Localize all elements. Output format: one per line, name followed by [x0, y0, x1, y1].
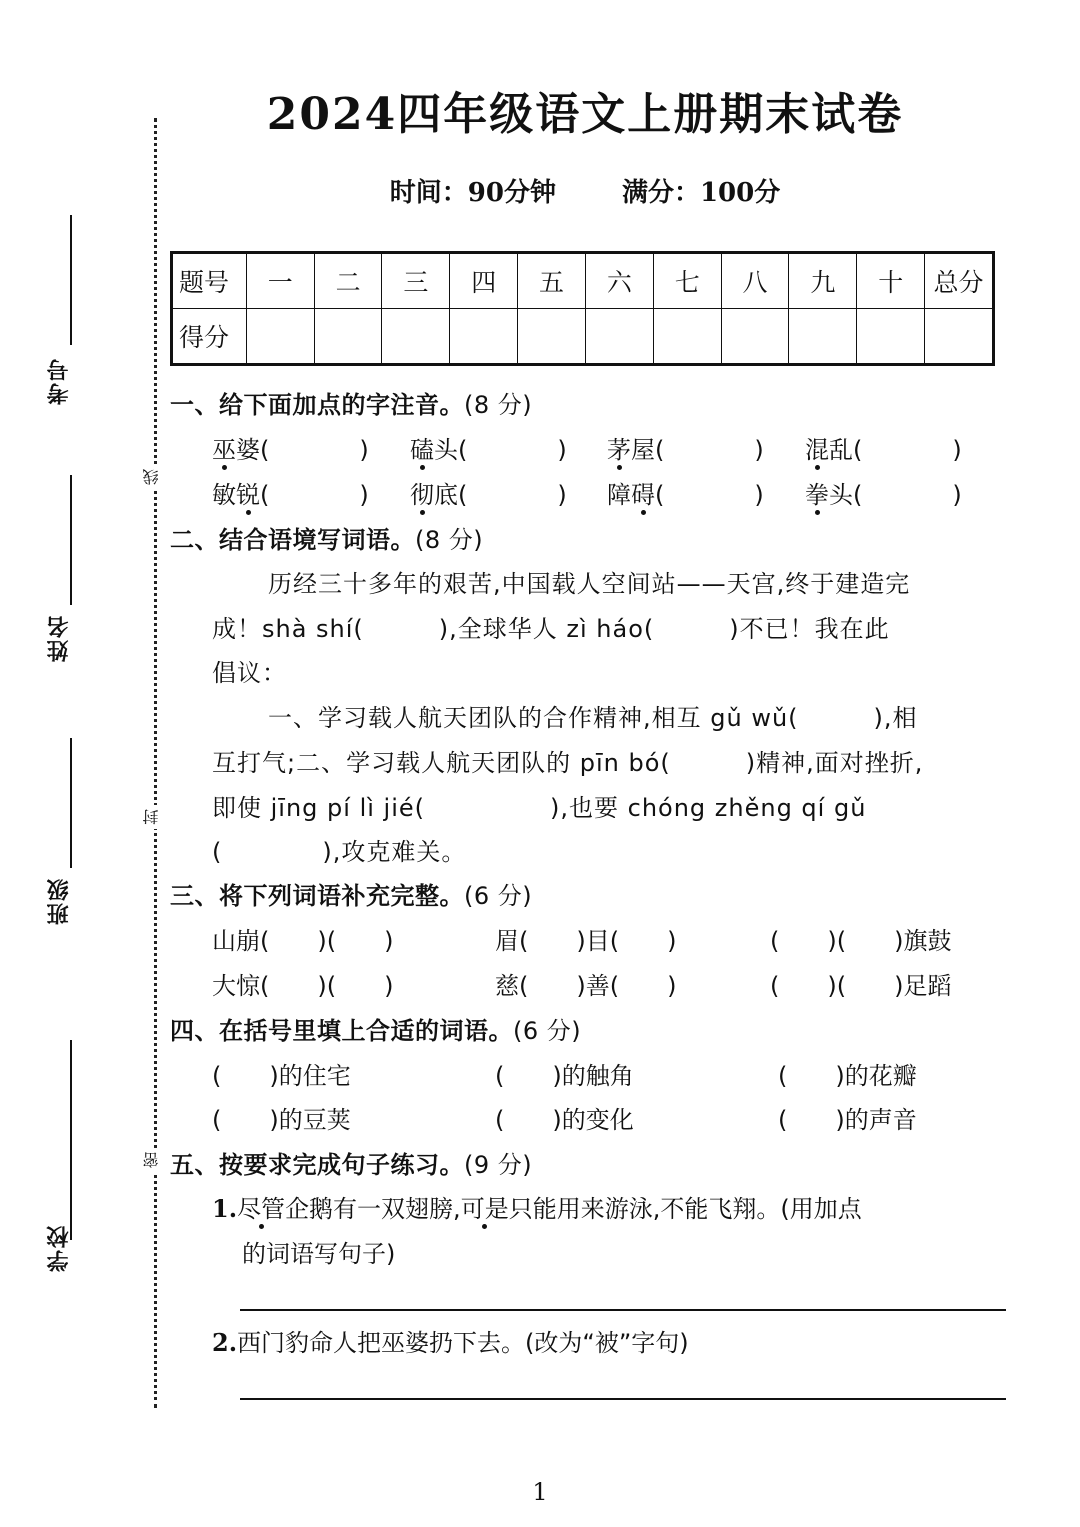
answer-line-2[interactable]	[240, 1398, 1006, 1400]
question-1-continued: 的词语写句子)	[242, 1240, 396, 1268]
word-fill-item[interactable]: ( )的豆荚	[212, 1106, 351, 1134]
score-cell[interactable]	[925, 309, 994, 365]
pinyin-item[interactable]: 茅屋( )	[607, 436, 764, 464]
score-cell[interactable]	[721, 309, 789, 365]
section-points: (6 分)	[513, 1017, 582, 1045]
header-cell: 题号	[172, 253, 247, 309]
score-row-label: 得分	[172, 309, 247, 365]
word-fill-item[interactable]: ( )的声音	[778, 1106, 917, 1134]
school-label: 学校	[47, 1224, 72, 1272]
name-label: 姓名	[47, 614, 72, 662]
question-number: 1.	[212, 1194, 238, 1223]
dotted-char: 巫	[212, 436, 236, 464]
idiom-fill-item[interactable]: 大惊( )( )	[212, 972, 394, 1000]
dotted-char: 拳	[805, 481, 829, 509]
header-cell: 一	[246, 253, 314, 309]
score-table-header-row	[172, 253, 994, 309]
score-cell[interactable]	[246, 309, 314, 365]
seal-mark-secret: 密	[140, 1148, 170, 1172]
score-cell[interactable]	[518, 309, 586, 365]
exam-number-line[interactable]	[70, 215, 72, 345]
question-2: 2.西门豹命人把巫婆扔下去。(改为“被”字句)	[212, 1328, 689, 1357]
passage-line-with-blanks[interactable]: 一、学习载人航天团队的合作精神,相互 gǔ wǔ( ),相	[268, 704, 918, 732]
word-fill-item[interactable]: ( )的花瓣	[778, 1062, 917, 1090]
score-table	[170, 251, 995, 366]
pinyin-item[interactable]: 彻底( )	[410, 481, 567, 509]
passage-line: 历经三十多年的艰苦,中国载人空间站——天宫,终于建造完	[268, 570, 911, 598]
dotted-char: 茅	[607, 436, 631, 464]
section-title: 三、将下列词语补充完整。	[170, 882, 464, 910]
header-cell: 三	[382, 253, 450, 309]
passage-line-with-blanks[interactable]: 成！shà shí( ),全球华人 zì háo( )不已！我在此	[212, 615, 890, 643]
pinyin-item[interactable]: 敏锐( )	[212, 481, 369, 509]
header-cell: 二	[314, 253, 382, 309]
section-title: 四、在括号里填上合适的词语。	[170, 1017, 513, 1045]
seal-mark-line: 线	[140, 465, 170, 489]
section-5-heading	[170, 1145, 532, 1180]
score-cell[interactable]	[653, 309, 721, 365]
score-cell[interactable]	[382, 309, 450, 365]
seal-mark-seal: 封	[140, 805, 170, 829]
page-number: 1	[532, 1478, 548, 1506]
idiom-fill-item[interactable]: ( )( )足蹈	[770, 972, 952, 1000]
pinyin-item[interactable]: 混乱( )	[805, 436, 962, 464]
score-table-score-row	[172, 309, 994, 365]
score-cell[interactable]	[857, 309, 925, 365]
section-points: (8 分)	[415, 526, 484, 554]
idiom-fill-item[interactable]: 慈( )善( )	[495, 972, 677, 1000]
header-cell: 八	[721, 253, 789, 309]
page-title: 2024四年级语文上册期末试卷	[266, 89, 904, 140]
header-cell: 七	[653, 253, 721, 309]
header-cell: 总分	[925, 253, 994, 309]
word-fill-item[interactable]: ( )的触角	[495, 1062, 634, 1090]
idiom-fill-item[interactable]: 眉( )目( )	[495, 927, 677, 955]
passage-line: 倡议：	[212, 659, 287, 687]
pinyin-item[interactable]: 巫婆( )	[212, 436, 369, 464]
pinyin-item[interactable]: 拳头( )	[805, 481, 962, 509]
header-cell: 四	[450, 253, 518, 309]
question-number: 2.	[212, 1328, 238, 1357]
section-points: (8 分)	[464, 391, 533, 419]
seal-dotted-line	[154, 118, 157, 1408]
dotted-char: 碍	[631, 481, 655, 509]
score-cell[interactable]	[450, 309, 518, 365]
section-title: 一、给下面加点的字注音。	[170, 391, 464, 419]
header-cell: 六	[585, 253, 653, 309]
class-line[interactable]	[70, 738, 72, 868]
dotted-word-keshi: 可是	[460, 1195, 509, 1223]
full-score: 满分：100分	[621, 178, 781, 208]
section-3-heading	[170, 876, 532, 911]
dotted-char: 彻	[410, 481, 434, 509]
score-cell[interactable]	[314, 309, 382, 365]
section-2-heading	[170, 520, 483, 555]
dotted-char: 磕	[410, 436, 434, 464]
score-cell[interactable]	[585, 309, 653, 365]
section-title: 五、按要求完成句子练习。	[170, 1151, 464, 1179]
idiom-fill-item[interactable]: ( )( )旗鼓	[770, 927, 952, 955]
word-fill-item[interactable]: ( )的住宅	[212, 1062, 351, 1090]
pinyin-item[interactable]: 磕头( )	[410, 436, 567, 464]
header-cell: 五	[518, 253, 586, 309]
section-points: (9 分)	[464, 1151, 533, 1179]
header-cell: 九	[789, 253, 857, 309]
section-4-heading	[170, 1011, 581, 1046]
section-title: 二、结合语境写词语。	[170, 526, 415, 554]
name-line[interactable]	[70, 475, 72, 605]
word-fill-item[interactable]: ( )的变化	[495, 1106, 634, 1134]
idiom-fill-item[interactable]: 山崩( )( )	[212, 927, 394, 955]
exam-info	[170, 172, 1000, 209]
dotted-word-jinguan: 尽管	[237, 1195, 286, 1223]
section-points: (6 分)	[464, 882, 533, 910]
section-1-heading	[170, 385, 532, 420]
school-line[interactable]	[70, 1040, 72, 1240]
class-label: 班级	[47, 877, 72, 925]
answer-line-1[interactable]	[240, 1309, 1006, 1311]
header-cell: 十	[857, 253, 925, 309]
pinyin-item[interactable]: 障碍( )	[607, 481, 764, 509]
question-1: 1.尽管企鹅有一双翅膀,可是只能用来游泳,不能飞翔。(用加点	[212, 1194, 862, 1223]
passage-line-with-blanks[interactable]: 即使 jīng pí lì jié( ),也要 chóng zhěng qí gǔ	[212, 794, 867, 822]
score-cell[interactable]	[789, 309, 857, 365]
dotted-char: 锐	[236, 481, 260, 509]
exam-number-label: 考号	[47, 357, 72, 405]
dotted-char: 混	[805, 436, 829, 464]
time-limit: 时间：90分钟	[389, 178, 556, 208]
passage-line-with-blanks[interactable]: ( ),攻克难关。	[212, 838, 467, 866]
passage-line-with-blanks[interactable]: 互打气;二、学习载人航天团队的 pīn bó( )精神,面对挫折,	[212, 749, 924, 777]
